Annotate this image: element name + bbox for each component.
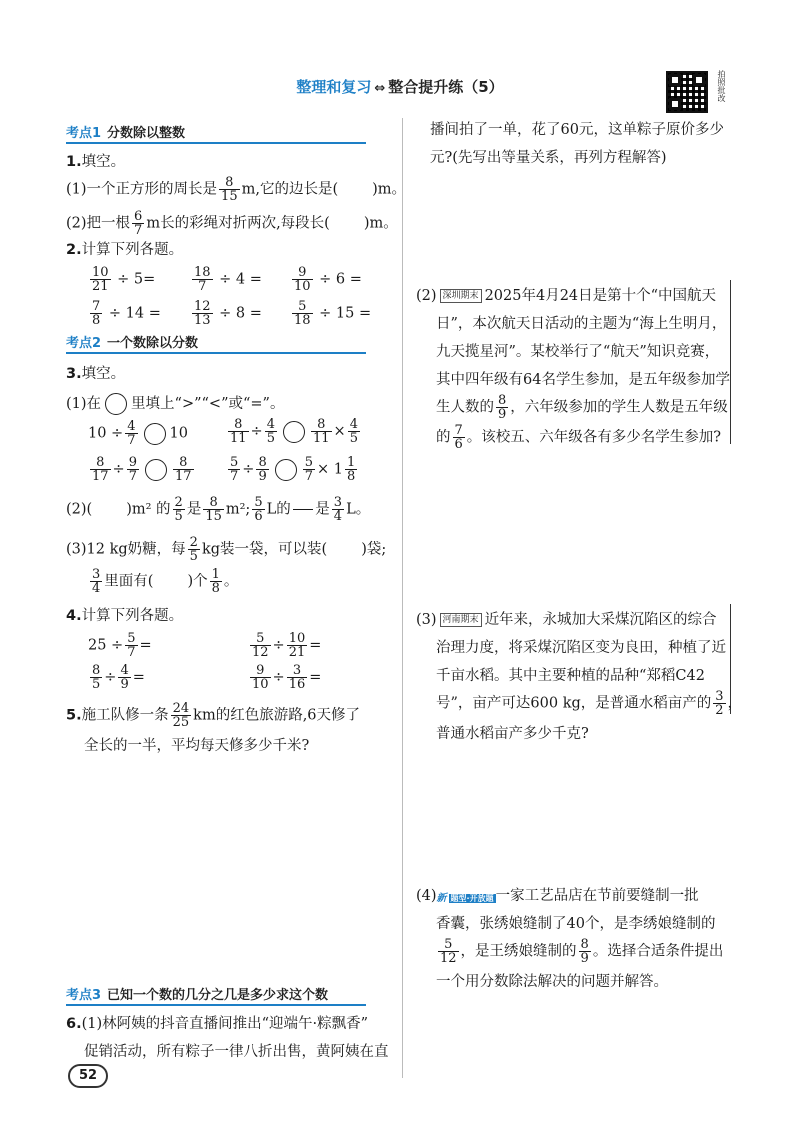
q4-item-a: 25 ÷ $\frac{5}{7}$ = (88, 631, 152, 660)
q2-item-4: $\frac{7}{8}$ ÷ 14 = (92, 299, 161, 328)
qr-code-icon[interactable] (666, 71, 708, 113)
q6-3-line-5: 普通水稻亩产多少千克? (436, 726, 589, 742)
source-badge: 河南期末 (440, 613, 482, 627)
q6-3-line-1: (3) 河南期末 近年来，永城加大采煤沉陷区的综合 (416, 612, 717, 628)
q1-part1: (1)一个正方形的周长是 $\frac{8}{15}$ m,它的边长是( )m。 (66, 175, 407, 204)
q6-2-line-3: 九天揽星河”。某校举行了“航天”知识竞赛， (436, 344, 720, 360)
right-margin-bar (730, 280, 731, 444)
compare-circle[interactable] (275, 459, 297, 481)
compare-circle[interactable] (145, 459, 167, 481)
q6-line-2: 促销活动，所有粽子一律八折出售，黄阿姨在直 (84, 1044, 389, 1060)
q3-compare-1: 10 ÷ $\frac{4}{7}$ 10 (88, 419, 188, 448)
q6-1-cont-line-2: 元?(先写出等量关系，再列方程解答) (430, 150, 667, 166)
q2-item-1: $\frac{10}{21}$ ÷ 5= (92, 265, 156, 294)
compare-circle[interactable] (105, 393, 127, 415)
q3-part3: (3)12 kg奶糖，每 $\frac{2}{5}$ kg装一袋，可以装( )袋; (66, 535, 387, 564)
q3-part1: (1)在 里填上“>”“<”或“=”。 (66, 392, 284, 415)
q3-compare-2: $\frac{8}{11}$ ÷ $\frac{4}{5}$ $\frac{8}{11}$ × $\frac{4}{5}$ (230, 417, 358, 446)
section-heading-kp2: 考点2 一个数除以分数 (66, 332, 366, 354)
q6-4-line-2: 香囊，张绣娘缝制了40个，是李绣娘缝制的 (436, 916, 716, 932)
q6-2-line-4: 其中四年级有64名学生参加，是五年级参加学 (436, 372, 730, 388)
q6-2-line-5: 生人数的 $\frac{8}{9}$ ，六年级参加的学生人数是五年级 (436, 393, 728, 422)
q6-2-line-2: 日”，本次航天日活动的主题为“海上生明月， (436, 316, 727, 332)
q1-stem: 1.填空。 (66, 154, 126, 170)
q6-3-line-4: 号”，亩产可达600 kg，是普通水稻亩产的 $\frac{3}{2}$ ， (436, 689, 743, 718)
qr-label: 拍照批改 (717, 70, 726, 102)
q5-line-2: 全长的一半，平均每天修多少千米? (84, 738, 310, 754)
q6-3-line-3: 千亩水稻。其中主要种植的品种“郑稻C42 (436, 668, 705, 684)
q6-4-line-3: $\frac{5}{12}$ ，是王绣娘缝制的 $\frac{8}{9}$ 。选择合适条件提出 (440, 937, 724, 966)
q3-part4: $\frac{3}{4}$ 里面有( )个 $\frac{1}{8}$ 。 (92, 567, 239, 596)
header-title-main: 整理和复习 (296, 78, 372, 96)
compare-circle[interactable] (144, 423, 166, 445)
q3-stem: 3.填空。 (66, 366, 126, 382)
q2-item-3: $\frac{9}{10}$ ÷ 6 = (294, 265, 362, 294)
compare-circle[interactable] (283, 421, 305, 443)
q6-line-1: 6.(1)林阿姨的抖音直播间推出“迎端午·粽飘香” (66, 1016, 369, 1032)
q3-compare-3: $\frac{8}{17}$ ÷ $\frac{9}{7}$ $\frac{8}{17}$ (92, 455, 192, 484)
q6-1-cont-line-1: 播间拍了一单，花了60元，这单粽子原价多少 (430, 122, 724, 138)
column-divider (402, 118, 403, 1078)
q6-4-line-1: (4)新 题型·开放题 一家工艺品店在节前要缝制一批 (416, 888, 699, 904)
fraction: $\frac{8}{15}$ (221, 175, 238, 204)
double-arrow-icon: ⇔ (374, 81, 386, 96)
source-badge: 深圳期末 (440, 289, 482, 303)
fraction-blank[interactable] (293, 496, 314, 523)
q6-4-line-4: 一个用分数除法解决的问题并解答。 (436, 974, 668, 990)
q2-item-2: $\frac{18}{7}$ ÷ 4 = (194, 265, 262, 294)
q4-stem: 4.计算下列各题。 (66, 608, 184, 624)
q6-2-line-1: (2) 深圳期末 2025年4月24日是第十个“中国航天 (416, 288, 717, 304)
q4-item-d: $\frac{9}{10}$ ÷ $\frac{3}{16}$ = (252, 663, 322, 692)
section-heading-kp1: 考点1 分数除以整数 (66, 122, 366, 144)
section-heading-kp3: 考点3 已知一个数的几分之几是多少求这个数 (66, 984, 366, 1006)
new-type-badge: 新 题型·开放题 (436, 892, 494, 904)
q3-part2: (2)( )m² 的 $\frac{2}{5}$ 是 $\frac{8}{15}$ m²; $\frac{5}{6}$ L的 是 $\frac{3}{4}$ L。 (66, 495, 371, 524)
fraction: $\frac{6}{7}$ (134, 209, 143, 238)
q2-item-6: $\frac{5}{18}$ ÷ 15 = (294, 299, 372, 328)
q2-item-5: $\frac{12}{13}$ ÷ 8 = (194, 299, 262, 328)
q6-3-line-2: 治理力度，将采煤沉陷区变为良田，种植了近 (436, 640, 726, 656)
page-number: 52 (68, 1064, 108, 1088)
q1-part2: (2)把一根 $\frac{6}{7}$ m长的彩绳对折两次,每段长( )m。 (66, 209, 398, 238)
header-title-sub: 整合提升练（5） (388, 78, 504, 96)
q3-compare-4: $\frac{5}{7}$ ÷ $\frac{8}{9}$ $\frac{5}{7}$ × 1 $\frac{1}{8}$ (230, 455, 356, 484)
q4-item-b: $\frac{5}{12}$ ÷ $\frac{10}{21}$ = (252, 631, 322, 660)
q2-stem: 2.计算下列各题。 (66, 242, 184, 258)
q4-item-c: $\frac{8}{5}$ ÷ $\frac{4}{9}$ = (92, 663, 145, 692)
q5-line-1: 5.施工队修一条 $\frac{24}{25}$ km的红色旅游路,6天修了 (66, 701, 361, 730)
q6-2-line-6: 的 $\frac{7}{6}$ 。该校五、六年级各有多少名学生参加? (436, 423, 722, 452)
